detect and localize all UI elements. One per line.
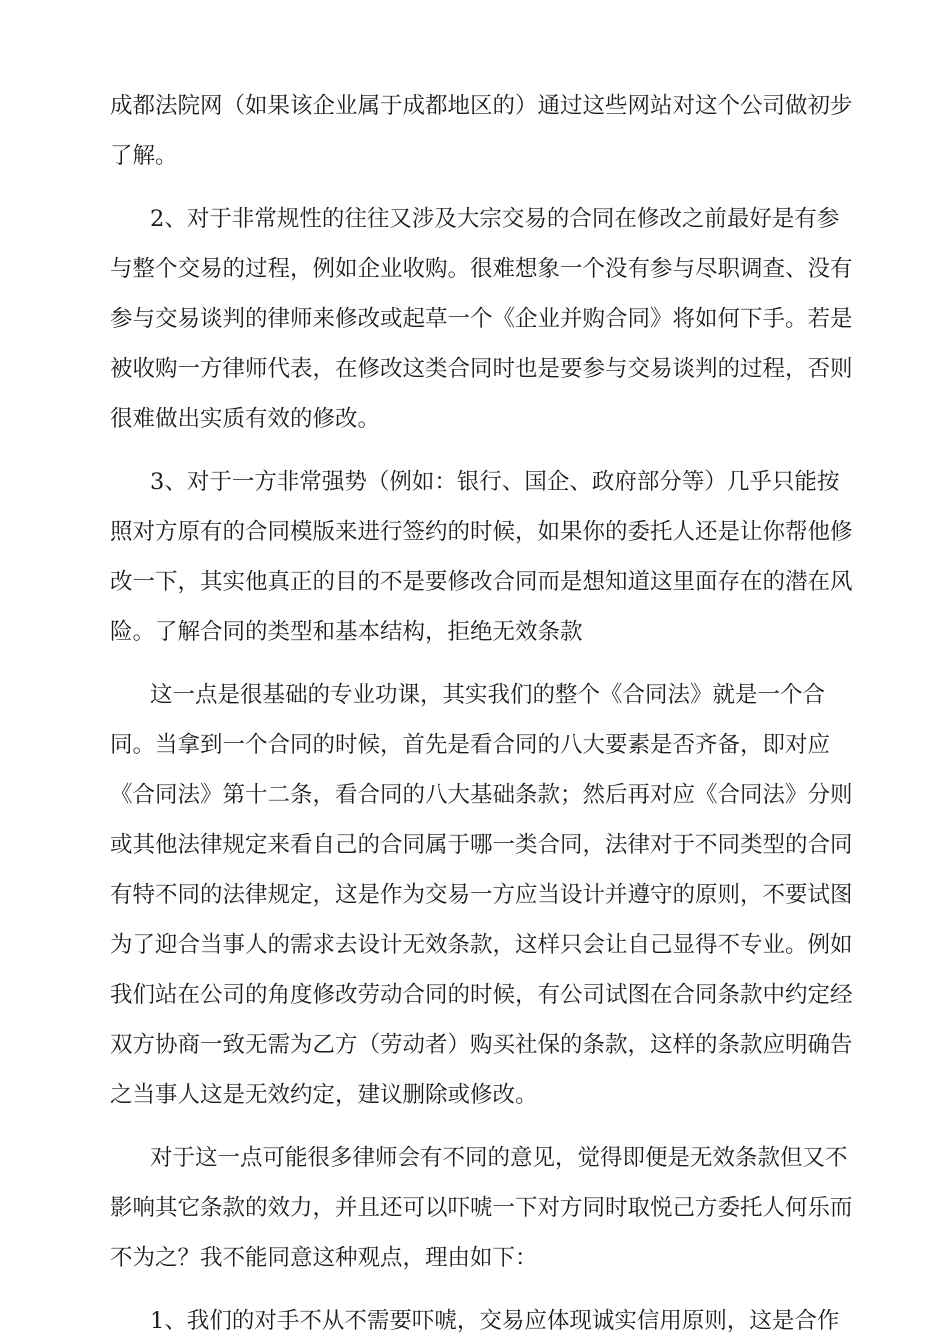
text-line: 与整个交易的过程，例如企业收购。很难想象一个没有参与尽职调查、没有 [110, 256, 853, 282]
text-line: 了解。 [110, 143, 178, 169]
text-line: 这一点是很基础的专业功课，其实我们的整个《合同法》就是一个合 [150, 682, 826, 708]
text-line: 3、对于一方非常强势（例如：银行、国企、政府部分等）几乎只能按 [150, 469, 840, 495]
text-line: 参与交易谈判的律师来修改或起草一个《企业并购合同》将如何下手。若是 [110, 306, 853, 332]
text-line: 影响其它条款的效力，并且还可以吓唬一下对方同时取悦己方委托人何乐而 [110, 1195, 853, 1221]
text-line: 我们站在公司的角度修改劳动合同的时候，有公司试图在合同条款中约定经 [110, 982, 853, 1008]
text-line: 同。当拿到一个合同的时候，首先是看合同的八大要素是否齐备，即对应 [110, 732, 831, 758]
text-line: 《合同法》第十二条，看合同的八大基础条款；然后再对应《合同法》分则 [110, 782, 853, 808]
text-line: 对于这一点可能很多律师会有不同的意见，觉得即便是无效条款但又不 [150, 1145, 848, 1171]
text-line: 为了迎合当事人的需求去设计无效条款，这样只会让自己显得不专业。例如 [110, 932, 853, 958]
text-line: 照对方原有的合同模版来进行签约的时候，如果你的委托人还是让你帮他修 [110, 519, 853, 545]
text-line: 被收购一方律师代表，在修改这类合同时也是要参与交易谈判的过程，否则 [110, 356, 853, 382]
text-line: 1、我们的对手不从不需要吓唬，交易应体现诚实信用原则，这是合作 [150, 1308, 840, 1334]
text-line: 很难做出实质有效的修改。 [110, 406, 381, 432]
text-line: 不为之？我不能同意这种观点，理由如下： [110, 1245, 538, 1271]
text-line: 双方协商一致无需为乙方（劳动者）购买社保的条款，这样的条款应明确告 [110, 1032, 853, 1058]
text-line: 或其他法律规定来看自己的合同属于哪一类合同，法律对于不同类型的合同 [110, 832, 853, 858]
text-line: 成都法院网（如果该企业属于成都地区的）通过这些网站对这个公司做初步 [110, 93, 853, 119]
text-line: 之当事人这是无效约定，建议删除或修改。 [110, 1082, 538, 1108]
text-line: 改一下，其实他真正的目的不是要修改合同而是想知道这里面存在的潜在风 [110, 569, 853, 595]
text-line: 有特不同的法律规定，这是作为交易一方应当设计并遵守的原则，不要试图 [110, 882, 853, 908]
text-line: 2、对于非常规性的往往又涉及大宗交易的合同在修改之前最好是有参 [150, 206, 840, 232]
text-line: 险。了解合同的类型和基本结构，拒绝无效条款 [110, 619, 583, 645]
